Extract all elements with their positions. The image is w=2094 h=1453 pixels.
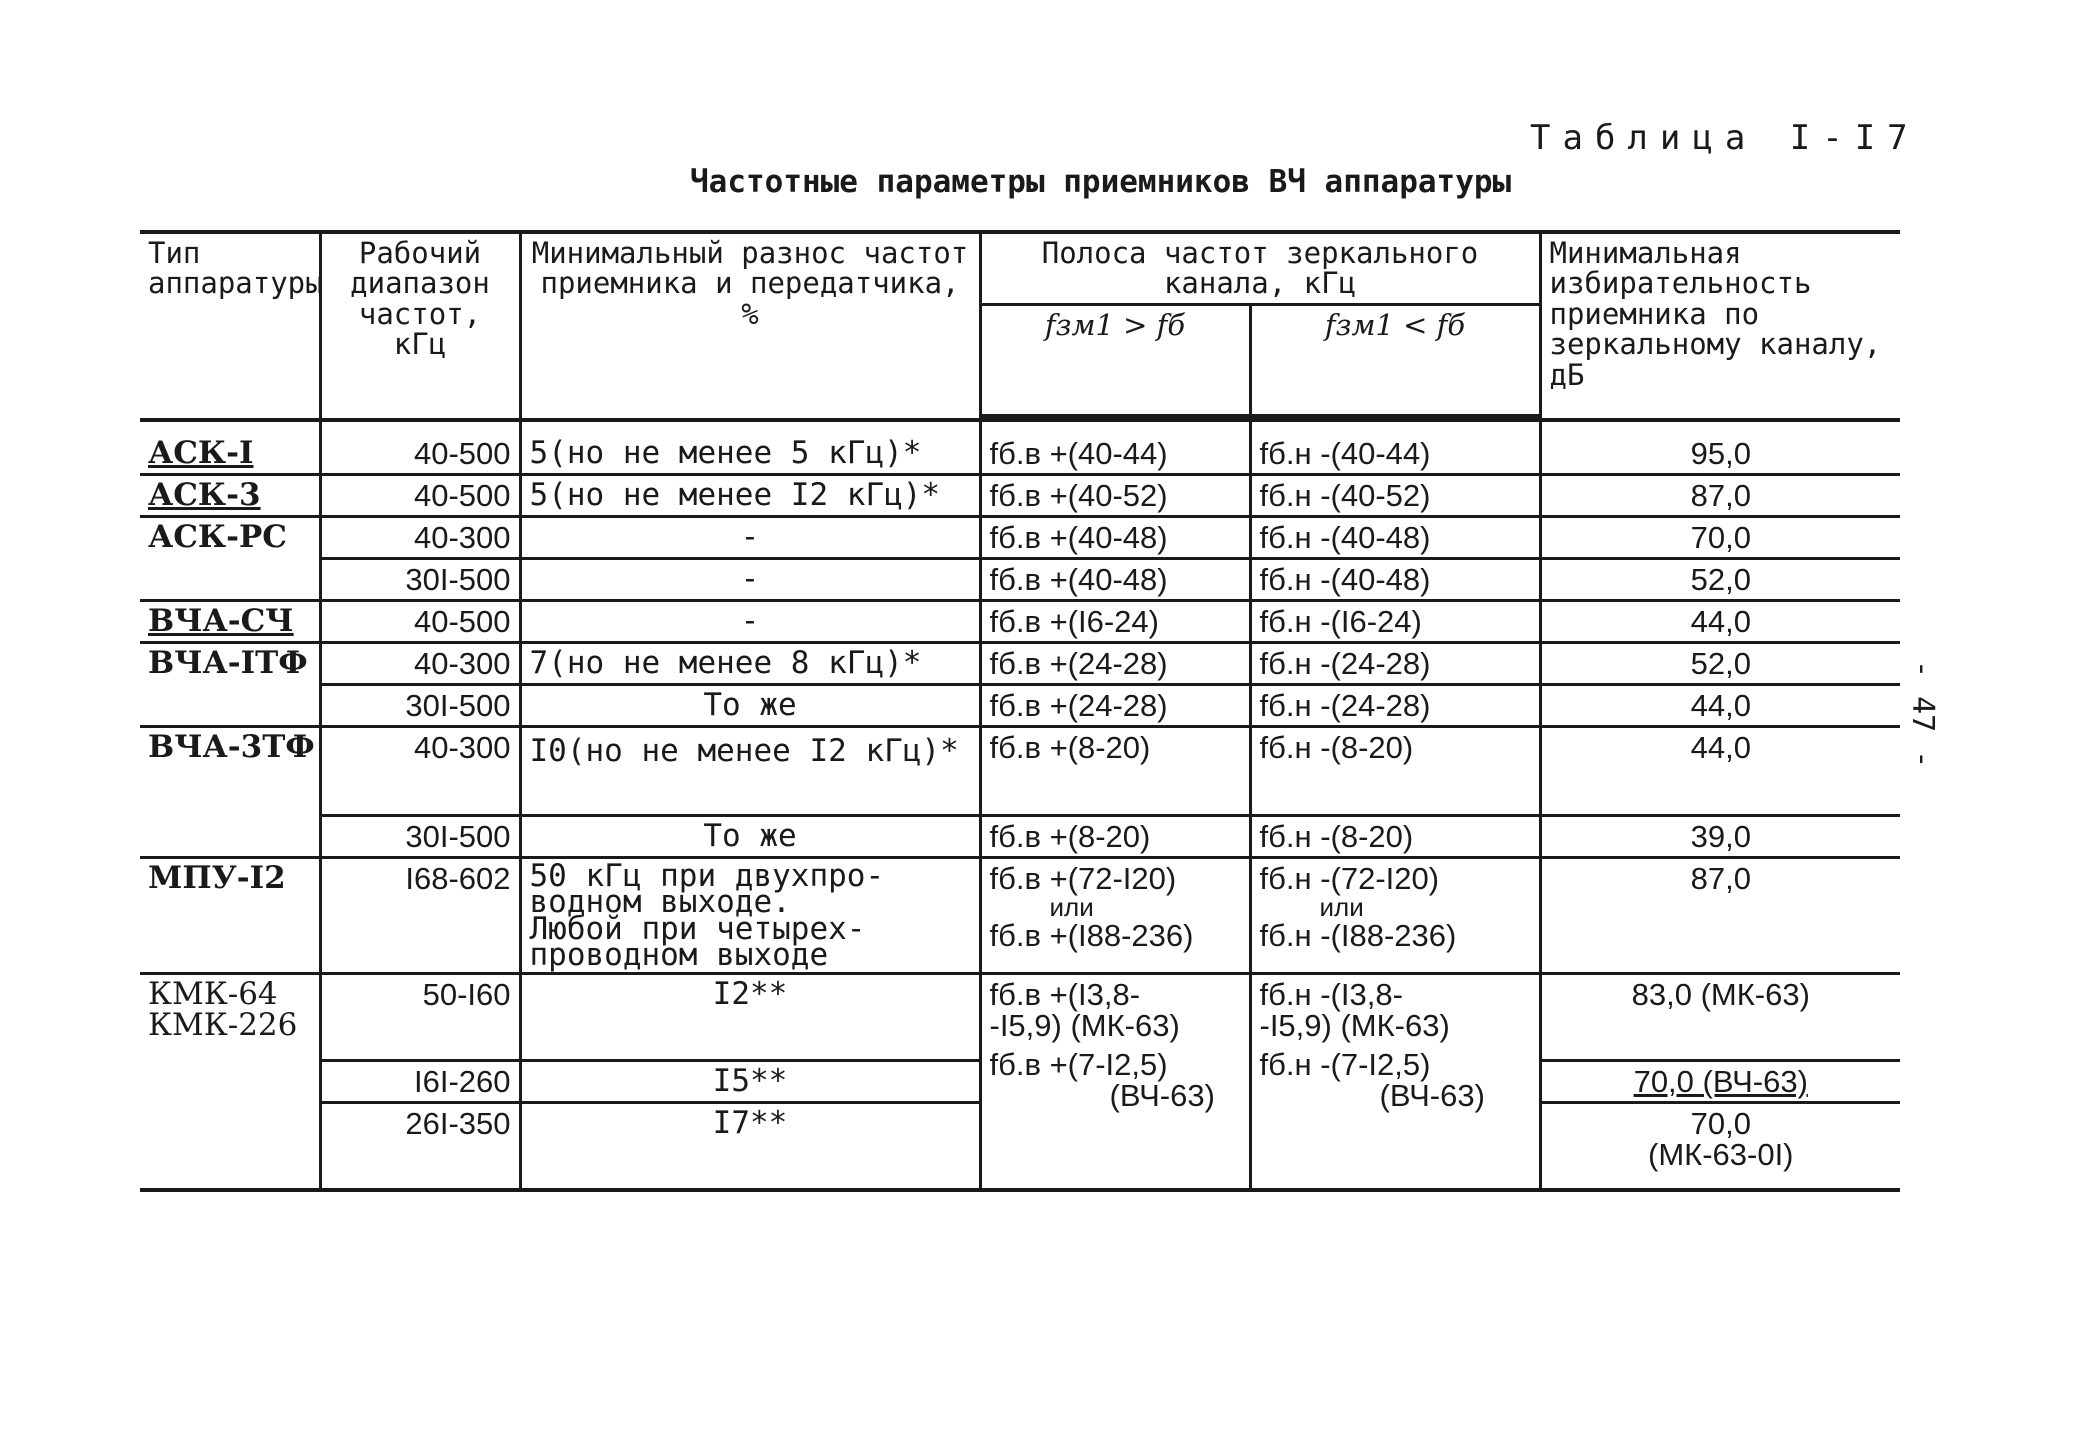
cell-diff: I0(но не менее I2 кГц)* — [520, 726, 980, 815]
cell-band-gt: fб.в +(40-44) — [980, 434, 1250, 475]
cell-selectivity: 70,0 — [1540, 516, 1900, 558]
cell-range: 40-300 — [320, 516, 520, 558]
cell-range: 40-500 — [320, 434, 520, 475]
cell-diff: 5(но не менее I2 кГц)* — [520, 474, 980, 516]
cell-range: 50-I60 — [320, 974, 520, 1061]
cell-type: МПУ-I2 — [140, 857, 320, 973]
table-row — [140, 434, 1900, 475]
cell-selectivity: 44,0 — [1540, 726, 1900, 815]
cell-band-lt-line: fб.н -(72-I20) — [1259, 860, 1440, 896]
header-band-gt: fзм1 > fб — [980, 304, 1250, 416]
header-band: Полоса частот зеркального канала, кГц — [980, 232, 1540, 304]
cell-band-lt: fб.н -(40-52) — [1250, 474, 1540, 516]
cell-range: 30I-500 — [320, 558, 520, 600]
cell-band-gt: fб.в +(24-28) — [980, 684, 1250, 726]
cell-type-line: КМК-64 — [148, 976, 278, 1013]
table-title: Частотные параметры приемников ВЧ аппаратуры — [690, 164, 1512, 200]
header-diff: Минимальный разнос частот приемника и передатчика, % — [520, 232, 980, 416]
cell-range: 26I-350 — [320, 1103, 520, 1191]
cell-band-gt-line: fб.в +(7-I2,5) — [989, 1047, 1168, 1083]
cell-band-lt-line: (ВЧ-63) — [1379, 1078, 1485, 1114]
cell-band-gt-line: fб.в +(72-I20) — [989, 860, 1177, 896]
cell-selectivity: 70,0 (ВЧ-63) — [1540, 1061, 1900, 1103]
cell-selectivity-line: 70,0 — [1690, 1106, 1751, 1142]
cell-selectivity-line: (МК-63-0I) — [1648, 1137, 1794, 1173]
cell-band-gt-line: -I5,9) (МК-63) — [989, 1008, 1180, 1044]
cell-band-lt: fб.н -(40-44) — [1250, 434, 1540, 475]
cell-range: 40-300 — [320, 726, 520, 815]
cell-band-lt-line: fб.н -(I88-236) — [1259, 917, 1457, 953]
cell-selectivity: 44,0 — [1540, 684, 1900, 726]
page-number: - 47 - — [1905, 660, 1940, 769]
cell-range: 40-500 — [320, 600, 520, 642]
table-row — [140, 684, 1900, 726]
cell-diff: I7** — [520, 1103, 980, 1191]
cell-selectivity: 83,0 (МК-63) — [1540, 974, 1900, 1061]
cell-diff-line: Любой при четырех- — [529, 910, 866, 947]
cell-band-lt: fб.н -(8-20) — [1250, 726, 1540, 815]
cell-band-gt-line: (ВЧ-63) — [1109, 1078, 1215, 1114]
cell-type: АСК-3 — [140, 474, 320, 516]
header-type: Тип аппаратуры — [140, 232, 320, 416]
cell-diff-line: 50 кГц при двухпро- — [529, 857, 885, 894]
table-row — [140, 726, 1900, 815]
cell-type: ВЧА-3ТФ — [140, 726, 320, 857]
cell-range: I68-602 — [320, 857, 520, 973]
cell-range: 30I-500 — [320, 684, 520, 726]
cell-band-gt-line: fб.в +(I88-236) — [989, 917, 1194, 953]
cell-diff-line: водном выходе. — [529, 884, 791, 921]
cell-range: 30I-500 — [320, 815, 520, 857]
cell-type: АСК-I — [140, 434, 320, 475]
cell-diff: 5(но не менее 5 кГц)* — [520, 434, 980, 475]
cell-band-gt: fб.в +(8-20) — [980, 726, 1250, 815]
cell-selectivity: 39,0 — [1540, 815, 1900, 857]
cell-band-gt: fб.в +(I6-24) — [980, 600, 1250, 642]
cell-diff: То же — [520, 815, 980, 857]
header-band-lt: fзм1 < fб — [1250, 304, 1540, 416]
cell-band-gt-line: fб.в +(I3,8- — [989, 977, 1141, 1013]
cell-diff: То же — [520, 684, 980, 726]
cell-selectivity: 44,0 — [1540, 600, 1900, 642]
cell-diff: 7(но не менее 8 кГц)* — [520, 642, 980, 684]
cell-band-lt-line: fб.н -(7-I2,5) — [1259, 1047, 1431, 1083]
cell-band-gt: fб.в +(8-20) — [980, 815, 1250, 857]
cell-band-lt: fб.н -(40-48) — [1250, 516, 1540, 558]
table-row — [140, 642, 1900, 684]
table-row — [140, 474, 1900, 516]
frequency-table — [140, 230, 1900, 1192]
cell-band-lt-line: -I5,9) (МК-63) — [1259, 1008, 1450, 1044]
table-row — [140, 815, 1900, 857]
cell-type-line: КМК-226 — [148, 1007, 298, 1044]
cell-band-lt: fб.н -(I6-24) — [1250, 600, 1540, 642]
cell-selectivity: 87,0 — [1540, 857, 1900, 973]
cell-type: АСК-РС — [140, 516, 320, 600]
cell-band-lt: fб.н -(24-28) — [1250, 684, 1540, 726]
table-label: Таблица I-I7 — [1530, 118, 1920, 158]
cell-band-gt: fб.в +(24-28) — [980, 642, 1250, 684]
cell-band-gt: fб.в +(40-48) — [980, 516, 1250, 558]
cell-type: ВЧА-ITФ — [140, 642, 320, 726]
cell-selectivity: 52,0 — [1540, 558, 1900, 600]
table-row — [140, 974, 1900, 1061]
table-row — [140, 600, 1900, 642]
header-range: Рабочий диапазон частот, кГц — [320, 232, 520, 416]
cell-range: 40-300 — [320, 642, 520, 684]
cell-band-lt: fб.н -(24-28) — [1250, 642, 1540, 684]
cell-diff-line: проводном выходе — [529, 936, 829, 973]
cell-band-lt: fб.н -(8-20) — [1250, 815, 1540, 857]
cell-band-gt: fб.в +(40-48) — [980, 558, 1250, 600]
cell-type: ВЧА-СЧ — [140, 600, 320, 642]
table-row — [140, 857, 1900, 973]
cell-diff: - — [520, 516, 980, 558]
cell-selectivity: 95,0 — [1540, 434, 1900, 475]
cell-band-lt-line: fб.н -(I3,8- — [1259, 977, 1403, 1013]
cell-band-gt-or: или — [1049, 891, 1094, 922]
table-row — [140, 558, 1900, 600]
cell-range: 40-500 — [320, 474, 520, 516]
cell-diff: - — [520, 600, 980, 642]
cell-selectivity: 52,0 — [1540, 642, 1900, 684]
cell-band-gt: fб.в +(40-52) — [980, 474, 1250, 516]
cell-band-lt: fб.н -(40-48) — [1250, 558, 1540, 600]
cell-band-lt-or: или — [1319, 891, 1364, 922]
cell-range: I6I-260 — [320, 1061, 520, 1103]
header-selectivity: Минимальная избирательность приемника по зеркальному каналу, дБ — [1540, 232, 1900, 416]
cell-selectivity: 87,0 — [1540, 474, 1900, 516]
cell-diff: I5** — [520, 1061, 980, 1103]
cell-diff: - — [520, 558, 980, 600]
table-row — [140, 516, 1900, 558]
cell-diff: I2** — [520, 974, 980, 1061]
